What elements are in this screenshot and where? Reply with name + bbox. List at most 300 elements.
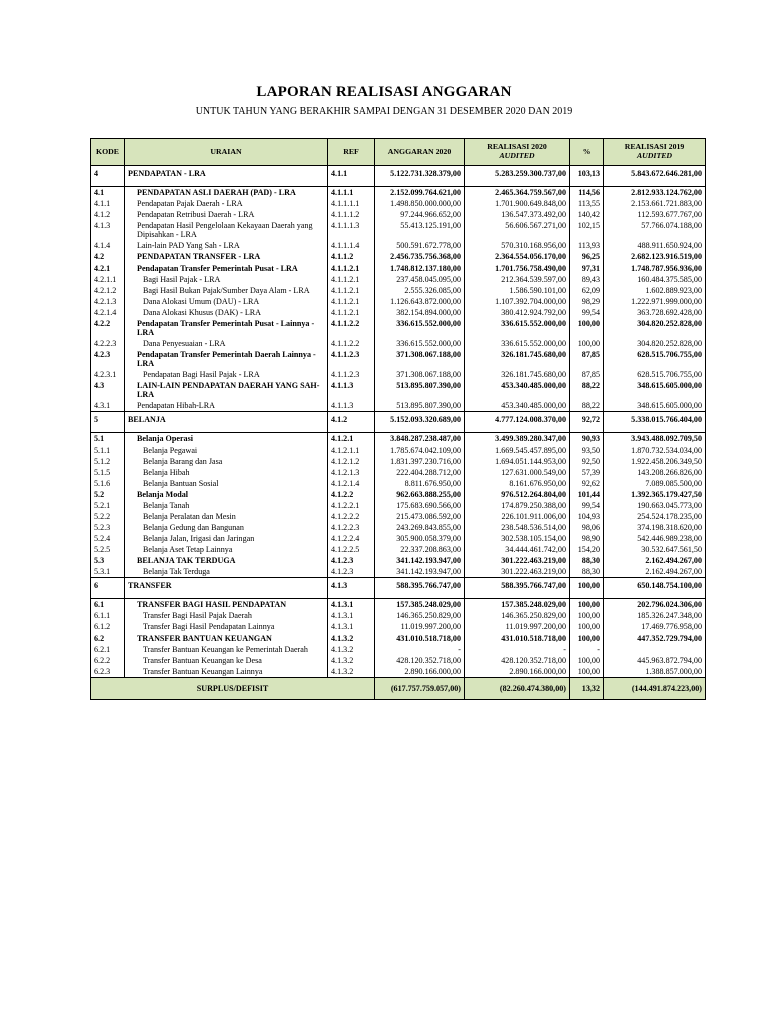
total-label: SURPLUS/DEFISIT: [91, 677, 375, 699]
table-row: [91, 533, 706, 544]
cell-ref: 4.1.2.3: [328, 566, 375, 578]
cell-persen: 88,30: [570, 555, 604, 566]
cell-realisasi-2020: 1.586.590.101,00: [465, 285, 570, 296]
cell-persen: 92,72: [570, 412, 604, 428]
cell-realisasi-2020: 570.310.168.956,00: [465, 240, 570, 251]
cell-ref: 4.1.2.1.4: [328, 478, 375, 489]
cell-anggaran: 500.591.672.778,00: [375, 240, 465, 251]
cell-persen: 100,00: [570, 655, 604, 666]
table-row: [91, 621, 706, 632]
table-row: [91, 655, 706, 666]
cell-anggaran: 5.122.731.328.379,00: [375, 166, 465, 182]
cell-anggaran: 243.269.843.855,00: [375, 522, 465, 533]
cell-realisasi-2020: 302.538.105.154,00: [465, 533, 570, 544]
table-row: [91, 198, 706, 209]
cell-persen: 98,06: [570, 522, 604, 533]
cell-kode: 5.3: [91, 555, 125, 566]
cell-realisasi-2019: 488.911.650.924,00: [604, 240, 706, 251]
cell-uraian: BELANJA TAK TERDUGA: [125, 555, 328, 566]
cell-realisasi-2020: 238.548.536.514,00: [465, 522, 570, 533]
cell-kode: 5.2.2: [91, 511, 125, 522]
cell-anggaran: 2.152.099.764.621,00: [375, 187, 465, 199]
cell-uraian: Pendapatan Transfer Pemerintah Pusat - Lainnya - LRA: [125, 318, 328, 338]
cell-realisasi-2020: 212.364.539.597,00: [465, 274, 570, 285]
cell-anggaran: 341.142.193.947,00: [375, 555, 465, 566]
cell-realisasi-2019: 348.615.605.000,00: [604, 400, 706, 412]
cell-realisasi-2019: [604, 644, 706, 655]
cell-realisasi-2019: 374.198.318.620,00: [604, 522, 706, 533]
section-row: [91, 412, 706, 428]
cell-uraian: Belanja Barang dan Jasa: [125, 456, 328, 467]
cell-uraian: Belanja Operasi: [125, 433, 328, 445]
cell-persen: 90,93: [570, 433, 604, 445]
cell-ref: 4.1.1.2.3: [328, 349, 375, 369]
header-realisasi-2019: [604, 139, 706, 166]
cell-ref: 4.1.3.1: [328, 621, 375, 632]
cell-uraian: Pendapatan Pajak Daerah - LRA: [125, 198, 328, 209]
cell-realisasi-2019: 304.820.252.828,00: [604, 318, 706, 338]
header-realisasi-2020-sub: AUDITED: [499, 151, 535, 160]
cell-realisasi-2019: 2.162.494.267,00: [604, 555, 706, 566]
table-row: [91, 307, 706, 318]
cell-ref: 4.1.1: [328, 166, 375, 182]
cell-anggaran: 1.498.850.000.000,00: [375, 198, 465, 209]
header-anggaran: ANGGARAN 2020: [375, 139, 465, 166]
table-row: [91, 511, 706, 522]
budget-realization-table: [90, 138, 706, 700]
cell-realisasi-2019: 202.796.024.306,00: [604, 599, 706, 611]
cell-persen: 113,93: [570, 240, 604, 251]
cell-realisasi-2019: 2.682.123.916.519,00: [604, 251, 706, 262]
cell-persen: 103,13: [570, 166, 604, 182]
cell-realisasi-2019: 2.153.661.721.883,00: [604, 198, 706, 209]
cell-kode: 4.1: [91, 187, 125, 199]
cell-ref: 4.1.1.2.1: [328, 274, 375, 285]
cell-anggaran: 55.413.125.191,00: [375, 220, 465, 240]
cell-ref: 4.1.1.1: [328, 187, 375, 199]
cell-uraian: Pendapatan Transfer Pemerintah Pusat - LRA: [125, 263, 328, 274]
cell-realisasi-2019: 17.469.776.958,00: [604, 621, 706, 632]
table-row: [91, 349, 706, 369]
cell-realisasi-2019: 445.963.872.794,00: [604, 655, 706, 666]
cell-kode: 5.2.5: [91, 544, 125, 555]
cell-realisasi-2019: 363.728.692.428,00: [604, 307, 706, 318]
cell-persen: 87,85: [570, 369, 604, 380]
cell-kode: 4.1.2: [91, 209, 125, 220]
header-realisasi-2020-label: REALISASI 2020: [487, 142, 547, 152]
cell-anggaran: 3.848.287.238.487,00: [375, 433, 465, 445]
cell-realisasi-2020: 453.340.485.000,00: [465, 380, 570, 400]
cell-anggaran: 428.120.352.718,00: [375, 655, 465, 666]
cell-uraian: Pendapatan Bagi Hasil Pajak - LRA: [125, 369, 328, 380]
cell-ref: 4.1.3.1: [328, 599, 375, 611]
table-row: [91, 666, 706, 678]
cell-ref: 4.1.3.2: [328, 633, 375, 644]
cell-realisasi-2020: 3.499.389.280.347,00: [465, 433, 570, 445]
cell-kode: 5.2.3: [91, 522, 125, 533]
header-realisasi-2019-label: REALISASI 2019: [624, 142, 685, 152]
cell-persen: 93,50: [570, 445, 604, 456]
cell-uraian: Belanja Gedung dan Bangunan: [125, 522, 328, 533]
total-persen: 13,32: [570, 677, 604, 699]
table-row: [91, 285, 706, 296]
cell-persen: 98,29: [570, 296, 604, 307]
cell-ref: 4.1.1.2.1: [328, 263, 375, 274]
cell-kode: 5.1: [91, 433, 125, 445]
cell-persen: 100,00: [570, 621, 604, 632]
cell-realisasi-2019: 7.089.085.500,00: [604, 478, 706, 489]
cell-uraian: Pendapatan Retribusi Daerah - LRA: [125, 209, 328, 220]
cell-kode: 6: [91, 578, 125, 594]
cell-uraian: TRANSFER BANTUAN KEUANGAN: [125, 633, 328, 644]
cell-anggaran: 513.895.807.390,00: [375, 380, 465, 400]
table-row: [91, 296, 706, 307]
cell-uraian: Belanja Pegawai: [125, 445, 328, 456]
cell-persen: 104,93: [570, 511, 604, 522]
header-ref: REF: [328, 139, 375, 166]
report-title: LAPORAN REALISASI ANGGARAN: [256, 84, 512, 100]
table-row: [91, 318, 706, 338]
cell-anggaran: 22.337.208.863,00: [375, 544, 465, 555]
cell-realisasi-2019: 30.532.647.561,50: [604, 544, 706, 555]
cell-realisasi-2020: 336.615.552.000,00: [465, 318, 570, 338]
cell-anggaran: 157.385.248.029,00: [375, 599, 465, 611]
table-footer: [91, 677, 706, 699]
cell-persen: 98,90: [570, 533, 604, 544]
cell-realisasi-2020: 2.364.554.056.170,00: [465, 251, 570, 262]
cell-realisasi-2020: 1.694.051.144.953,00: [465, 456, 570, 467]
cell-realisasi-2020: 588.395.766.747,00: [465, 578, 570, 594]
cell-persen: 100,00: [570, 318, 604, 338]
cell-anggaran: 2.890.166.000,00: [375, 666, 465, 678]
cell-uraian: TRANSFER BAGI HASIL PENDAPATAN: [125, 599, 328, 611]
cell-anggaran: 1.785.674.042.109,00: [375, 445, 465, 456]
cell-persen: 92,62: [570, 478, 604, 489]
cell-ref: 4.1.3: [328, 578, 375, 594]
cell-kode: 6.2.1: [91, 644, 125, 655]
cell-realisasi-2019: 5.843.672.646.281,00: [604, 166, 706, 182]
cell-realisasi-2019: 1.388.857.000,00: [604, 666, 706, 678]
cell-realisasi-2019: 1.922.458.206.349,50: [604, 456, 706, 467]
cell-realisasi-2020: 1.701.900.649.848,00: [465, 198, 570, 209]
cell-uraian: Belanja Hibah: [125, 467, 328, 478]
cell-kode: 5.1.5: [91, 467, 125, 478]
table-header-row: [91, 139, 706, 166]
cell-realisasi-2019: 447.352.729.794,00: [604, 633, 706, 644]
cell-kode: 4.2.1.4: [91, 307, 125, 318]
cell-uraian: Belanja Tak Terduga: [125, 566, 328, 578]
cell-realisasi-2020: 380.412.924.792,00: [465, 307, 570, 318]
cell-anggaran: 5.152.093.320.689,00: [375, 412, 465, 428]
cell-persen: 99,54: [570, 307, 604, 318]
cell-ref: 4.1.1.2.1: [328, 285, 375, 296]
cell-persen: 96,25: [570, 251, 604, 262]
cell-anggaran: 336.615.552.000,00: [375, 338, 465, 349]
cell-realisasi-2019: 2.162.494.267,00: [604, 566, 706, 578]
cell-uraian: Belanja Modal: [125, 489, 328, 500]
cell-ref: 4.1.1.1.2: [328, 209, 375, 220]
cell-realisasi-2019: 1.870.732.534.034,00: [604, 445, 706, 456]
cell-ref: 4.1.2.2.1: [328, 500, 375, 511]
section-row: [91, 578, 706, 594]
cell-realisasi-2020: -: [465, 644, 570, 655]
cell-kode: 4.2.1.1: [91, 274, 125, 285]
cell-anggaran: 382.154.894.000,00: [375, 307, 465, 318]
cell-ref: 4.1.2.2.2: [328, 511, 375, 522]
cell-realisasi-2020: 1.701.756.758.490,00: [465, 263, 570, 274]
table-row: [91, 220, 706, 240]
cell-kode: 5.3.1: [91, 566, 125, 578]
cell-realisasi-2019: 650.148.754.100,00: [604, 578, 706, 594]
cell-ref: 4.1.2.3: [328, 555, 375, 566]
cell-realisasi-2020: 301.222.463.219,00: [465, 566, 570, 578]
cell-kode: 4.2.2: [91, 318, 125, 338]
cell-uraian: PENDAPATAN - LRA: [125, 166, 328, 182]
cell-ref: 4.1.2: [328, 412, 375, 428]
table-row: [91, 544, 706, 555]
cell-ref: 4.1.1.2.2: [328, 338, 375, 349]
cell-anggaran: 962.663.888.255,00: [375, 489, 465, 500]
cell-realisasi-2020: 1.669.545.457.895,00: [465, 445, 570, 456]
cell-kode: 4.2.1.2: [91, 285, 125, 296]
table-row: [91, 522, 706, 533]
cell-realisasi-2019: 112.593.677.767,00: [604, 209, 706, 220]
cell-persen: 100,00: [570, 633, 604, 644]
cell-kode: 4.1.4: [91, 240, 125, 251]
cell-kode: 4: [91, 166, 125, 182]
table-row: [91, 274, 706, 285]
cell-uraian: Dana Penyesuaian - LRA: [125, 338, 328, 349]
table-row: [91, 478, 706, 489]
cell-realisasi-2019: 628.515.706.755,00: [604, 349, 706, 369]
header-realisasi-2020: [465, 139, 570, 166]
cell-ref: 4.1.2.2.4: [328, 533, 375, 544]
cell-realisasi-2020: 336.615.552.000,00: [465, 338, 570, 349]
cell-uraian: Belanja Peralatan dan Mesin: [125, 511, 328, 522]
table-row: [91, 500, 706, 511]
cell-persen: 154,20: [570, 544, 604, 555]
cell-kode: 4.2.2.3: [91, 338, 125, 349]
cell-persen: 102,15: [570, 220, 604, 240]
cell-anggaran: 8.811.676.950,00: [375, 478, 465, 489]
cell-realisasi-2020: 8.161.676.950,00: [465, 478, 570, 489]
cell-persen: 100,00: [570, 578, 604, 594]
cell-realisasi-2019: 1.748.787.956.936,00: [604, 263, 706, 274]
cell-realisasi-2019: 542.446.989.238,00: [604, 533, 706, 544]
cell-realisasi-2019: 1.392.365.179.427,50: [604, 489, 706, 500]
cell-uraian: Belanja Bantuan Sosial: [125, 478, 328, 489]
cell-kode: 4.2.3: [91, 349, 125, 369]
cell-uraian: Pendapatan Transfer Pemerintah Daerah Lainnya - LRA: [125, 349, 328, 369]
cell-realisasi-2020: 1.107.392.704.000,00: [465, 296, 570, 307]
cell-anggaran: 97.244.966.652,00: [375, 209, 465, 220]
cell-realisasi-2019: 348.615.605.000,00: [604, 380, 706, 400]
cell-persen: -: [570, 644, 604, 655]
cell-ref: 4.1.1.1.4: [328, 240, 375, 251]
cell-anggaran: 336.615.552.000,00: [375, 318, 465, 338]
cell-uraian: Belanja Jalan, Irigasi dan Jaringan: [125, 533, 328, 544]
table-row: [91, 456, 706, 467]
cell-uraian: Transfer Bantuan Keuangan Lainnya: [125, 666, 328, 678]
cell-kode: 5.2.1: [91, 500, 125, 511]
cell-uraian: LAIN-LAIN PENDAPATAN DAERAH YANG SAH-LRA: [125, 380, 328, 400]
cell-realisasi-2020: 174.879.250.388,00: [465, 500, 570, 511]
cell-uraian: Belanja Tanah: [125, 500, 328, 511]
cell-kode: 5.1.2: [91, 456, 125, 467]
table-row: [91, 400, 706, 412]
cell-ref: 4.1.1.2.1: [328, 296, 375, 307]
cell-persen: 57,39: [570, 467, 604, 478]
cell-realisasi-2019: 1.602.889.923,00: [604, 285, 706, 296]
cell-realisasi-2020: 127.631.000.549,00: [465, 467, 570, 478]
cell-ref: 4.1.1.3: [328, 400, 375, 412]
total-realisasi-2019: (144.491.874.223,00): [604, 677, 706, 699]
total-anggaran: (617.757.759.057,00): [375, 677, 465, 699]
cell-kode: 6.2.2: [91, 655, 125, 666]
surplus-deficit-row: [91, 677, 706, 699]
cell-ref: 4.1.3.2: [328, 666, 375, 678]
cell-kode: 6.1.2: [91, 621, 125, 632]
cell-ref: 4.1.2.1.3: [328, 467, 375, 478]
cell-realisasi-2020: 4.777.124.008.370,00: [465, 412, 570, 428]
cell-realisasi-2020: 34.444.461.742,00: [465, 544, 570, 555]
table-row: [91, 251, 706, 262]
cell-persen: 101,44: [570, 489, 604, 500]
cell-anggaran: 146.365.250.829,00: [375, 610, 465, 621]
cell-persen: 97,31: [570, 263, 604, 274]
cell-anggaran: 431.010.518.718,00: [375, 633, 465, 644]
cell-uraian: Bagi Hasil Pajak - LRA: [125, 274, 328, 285]
cell-anggaran: 371.308.067.188,00: [375, 369, 465, 380]
table-row: [91, 263, 706, 274]
table-row: [91, 433, 706, 445]
cell-realisasi-2019: 2.812.933.124.762,00: [604, 187, 706, 199]
cell-realisasi-2019: 304.820.252.828,00: [604, 338, 706, 349]
table-row: [91, 644, 706, 655]
table-row: [91, 187, 706, 199]
header-realisasi-2019-sub: AUDITED: [636, 151, 673, 160]
table-row: [91, 240, 706, 251]
cell-kode: 5.2: [91, 489, 125, 500]
cell-anggaran: 2.456.735.756.368,00: [375, 251, 465, 262]
cell-ref: 4.1.2.1.1: [328, 445, 375, 456]
cell-realisasi-2019: 160.484.375.585,00: [604, 274, 706, 285]
cell-kode: 4.2.1.3: [91, 296, 125, 307]
report-subtitle: UNTUK TAHUN YANG BERAKHIR SAMPAI DENGAN 31 DESEMBER 2020 DAN 2019: [195, 106, 573, 117]
table-row: [91, 445, 706, 456]
cell-anggaran: 513.895.807.390,00: [375, 400, 465, 412]
cell-uraian: Transfer Bagi Hasil Pajak Daerah: [125, 610, 328, 621]
cell-anggaran: 1.748.812.137.180,00: [375, 263, 465, 274]
cell-ref: 4.1.1.2.3: [328, 369, 375, 380]
cell-ref: 4.1.3.2: [328, 644, 375, 655]
cell-uraian: BELANJA: [125, 412, 328, 428]
cell-realisasi-2019: 143.208.266.826,00: [604, 467, 706, 478]
cell-persen: 87,85: [570, 349, 604, 369]
cell-persen: 113,55: [570, 198, 604, 209]
cell-ref: 4.1.2.1.2: [328, 456, 375, 467]
cell-ref: 4.1.1.2.1: [328, 307, 375, 318]
cell-realisasi-2019: 185.326.247.348,00: [604, 610, 706, 621]
cell-realisasi-2020: 11.019.997.200,00: [465, 621, 570, 632]
cell-kode: 4.1.3: [91, 220, 125, 240]
cell-realisasi-2020: 5.283.259.300.737,00: [465, 166, 570, 182]
cell-realisasi-2020: 453.340.485.000,00: [465, 400, 570, 412]
cell-realisasi-2019: 1.222.971.999.000,00: [604, 296, 706, 307]
cell-ref: 4.1.1.1.1: [328, 198, 375, 209]
cell-anggaran: 175.683.690.566,00: [375, 500, 465, 511]
cell-uraian: Transfer Bagi Hasil Pendapatan Lainnya: [125, 621, 328, 632]
cell-realisasi-2020: 136.547.373.492,00: [465, 209, 570, 220]
cell-realisasi-2019: 190.663.045.773,00: [604, 500, 706, 511]
cell-persen: 100,00: [570, 338, 604, 349]
cell-uraian: Pendapatan Hasil Pengelolaan Kekayaan Daerah yang Dipisahkan - LRA: [125, 220, 328, 240]
cell-anggaran: 222.404.288.712,00: [375, 467, 465, 478]
cell-anggaran: 371.308.067.188,00: [375, 349, 465, 369]
cell-realisasi-2019: 254.524.178.235,00: [604, 511, 706, 522]
cell-realisasi-2020: 157.385.248.029,00: [465, 599, 570, 611]
cell-realisasi-2019: 5.338.015.766.404,00: [604, 412, 706, 428]
cell-kode: 6.2: [91, 633, 125, 644]
cell-persen: 114,56: [570, 187, 604, 199]
cell-ref: 4.1.2.2.5: [328, 544, 375, 555]
cell-ref: 4.1.1.2: [328, 251, 375, 262]
table-row: [91, 467, 706, 478]
cell-kode: 5: [91, 412, 125, 428]
table-row: [91, 209, 706, 220]
cell-anggaran: -: [375, 644, 465, 655]
cell-realisasi-2020: 56.606.567.271,00: [465, 220, 570, 240]
table-row: [91, 566, 706, 578]
cell-uraian: PENDAPATAN ASLI DAERAH (PAD) - LRA: [125, 187, 328, 199]
cell-persen: 92,50: [570, 456, 604, 467]
cell-anggaran: 11.019.997.200,00: [375, 621, 465, 632]
table-row: [91, 380, 706, 400]
cell-persen: 100,00: [570, 610, 604, 621]
cell-uraian: Lain-lain PAD Yang Sah - LRA: [125, 240, 328, 251]
cell-persen: 100,00: [570, 599, 604, 611]
cell-ref: 4.1.2.1: [328, 433, 375, 445]
cell-uraian: Belanja Aset Tetap Lainnya: [125, 544, 328, 555]
cell-kode: 4.2.3.1: [91, 369, 125, 380]
cell-persen: 88,30: [570, 566, 604, 578]
cell-uraian: Dana Alokasi Umum (DAU) - LRA: [125, 296, 328, 307]
cell-uraian: PENDAPATAN TRANSFER - LRA: [125, 251, 328, 262]
cell-persen: 62,09: [570, 285, 604, 296]
cell-kode: 6.1: [91, 599, 125, 611]
cell-realisasi-2020: 326.181.745.680,00: [465, 369, 570, 380]
table-row: [91, 599, 706, 611]
table-row: [91, 610, 706, 621]
cell-kode: 5.1.1: [91, 445, 125, 456]
cell-ref: 4.1.1.2.2: [328, 318, 375, 338]
cell-uraian: Transfer Bantuan Keuangan ke Pemerintah Daerah: [125, 644, 328, 655]
cell-realisasi-2020: 2.465.364.759.567,00: [465, 187, 570, 199]
cell-realisasi-2020: 326.181.745.680,00: [465, 349, 570, 369]
cell-realisasi-2020: 976.512.264.804,00: [465, 489, 570, 500]
cell-ref: 4.1.3.2: [328, 655, 375, 666]
cell-realisasi-2019: 3.943.488.092.709,50: [604, 433, 706, 445]
cell-persen: 89,43: [570, 274, 604, 285]
header-kode: KODE: [91, 139, 125, 166]
table-row: [91, 633, 706, 644]
table-row: [91, 338, 706, 349]
cell-uraian: Transfer Bantuan Keuangan ke Desa: [125, 655, 328, 666]
cell-realisasi-2020: 2.890.166.000,00: [465, 666, 570, 678]
table-row: [91, 489, 706, 500]
cell-anggaran: 588.395.766.747,00: [375, 578, 465, 594]
cell-ref: 4.1.2.2: [328, 489, 375, 500]
